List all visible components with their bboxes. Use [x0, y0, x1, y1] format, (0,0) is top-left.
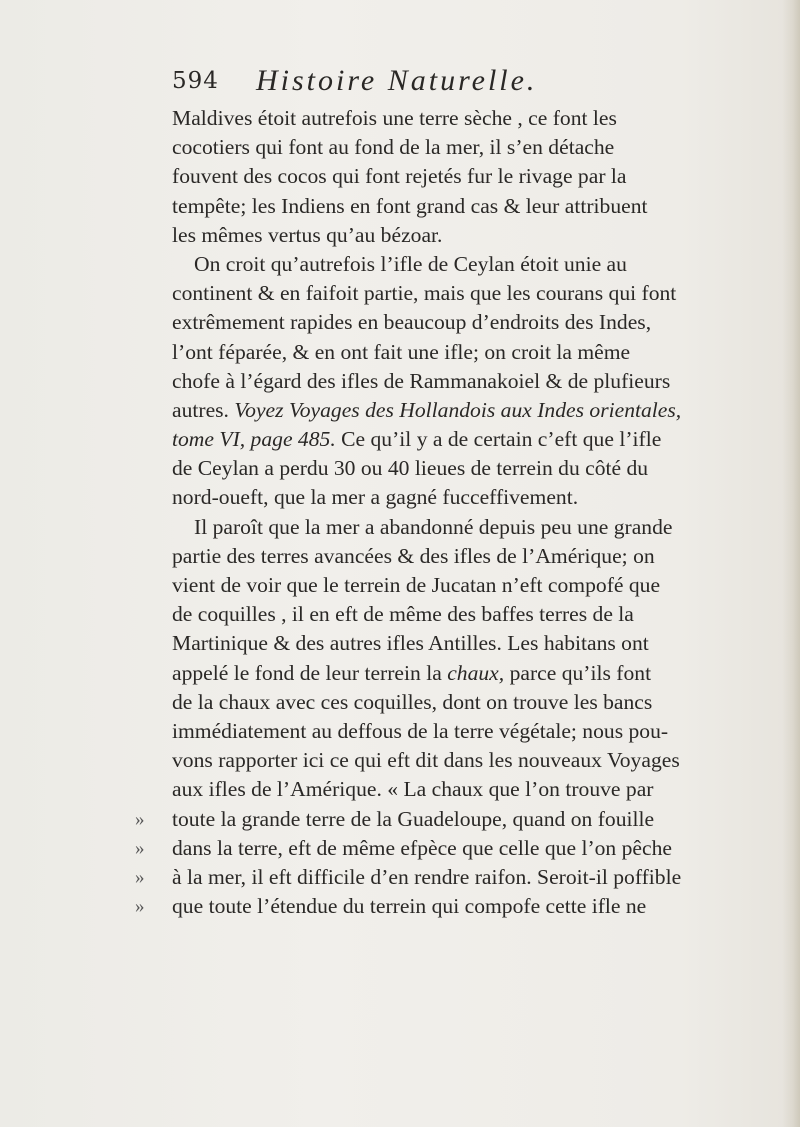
- text-line: continent & en faifoit partie, mais que les courans qui font: [172, 281, 677, 306]
- page-header: [172, 64, 612, 104]
- text-run: autres.: [172, 397, 229, 422]
- text-line: Il paroît que la mer a abandonné depuis peu une grande: [194, 514, 673, 539]
- text-run: parce qu’ils font: [509, 660, 652, 685]
- quoted-line: [135, 892, 647, 921]
- italic-reference: Voyez Voyages des Hollandois aux Indes orientales,: [234, 397, 682, 422]
- quoted-line: [135, 805, 655, 834]
- quoted-line: [135, 834, 672, 863]
- text-line: partie des terres avancées & des ifles de l’Amérique; on: [172, 543, 655, 568]
- page-edge-shadow: [782, 0, 800, 1127]
- quote-mark: »: [135, 896, 145, 918]
- text-line: extrêmement rapides en beaucoup d’endroits des Indes,: [172, 310, 652, 335]
- text-line: l’ont féparée, & en ont fait une ifle; on croit la même: [172, 339, 631, 364]
- text-line: immédiatement au deffous de la terre végétale; nous pou-: [172, 718, 669, 743]
- text-line: vient de voir que le terrein de Jucatan n’eft compofé que: [172, 573, 661, 597]
- text-run: à la mer, il eft difficile d’en rendre raifon. Seroit-il poffible: [172, 864, 682, 889]
- text-line: On croit qu’autrefois l’ifle de Ceylan étoit unie au: [194, 251, 627, 276]
- text-line: aux ifles de l’Amérique. « La chaux que l’on trouve par: [172, 777, 654, 802]
- text-line: [172, 396, 682, 425]
- body-text: [135, 104, 682, 921]
- text-line: de coquilles , il en eft de même des baffes terres de la: [172, 602, 634, 627]
- text-line: chofe à l’égard des ifles de Rammanakoiel & de plufieurs: [172, 368, 671, 393]
- page-number: 594: [172, 68, 219, 94]
- text-line: de Ceylan a perdu 30 ou 40 lieues de terrein du côté du: [172, 456, 649, 481]
- quoted-line: [135, 863, 682, 892]
- text-run: Ce qu’il y a de certain c’eft que l’ifle: [341, 427, 662, 452]
- text-line: fouvent des cocos qui font rejetés fur le rivage par la: [172, 164, 627, 189]
- quote-mark: »: [135, 808, 145, 830]
- running-title: Histoire Naturelle.: [256, 64, 538, 97]
- text-run: toute la grande terre de la Guadeloupe, quand on fouille: [172, 806, 655, 831]
- italic-reference: tome VI, page 485.: [172, 427, 336, 452]
- text-line: Maldives étoit autrefois une terre sèche , ce font les: [172, 106, 617, 130]
- text-line: [172, 425, 662, 454]
- text-line: les mêmes vertus qu’au bézoar.: [172, 222, 443, 247]
- text-line: cocotiers qui font au fond de la mer, il s’en détache: [172, 135, 615, 160]
- quote-mark: »: [135, 866, 145, 888]
- text-run: appelé le fond de leur terrein la: [172, 660, 442, 685]
- quote-mark: »: [135, 837, 145, 859]
- text-run: dans la terre, eft de même efpèce que celle que l’on pêche: [172, 835, 672, 860]
- text-line: tempête; les Indiens en font grand cas & leur attribuent: [172, 193, 648, 218]
- text-run: que toute l’étendue du terrein qui compofe cette ifle ne: [172, 894, 647, 919]
- text-line: [172, 659, 652, 688]
- text-line: Martinique & des autres ifles Antilles. Les habitans ont: [172, 631, 649, 656]
- text-line: nord-oueft, que la mer a gagné fucceffivement.: [172, 485, 579, 510]
- text-line: vons rapporter ici ce qui eft dit dans les nouveaux Voyages: [172, 748, 680, 773]
- text-line: de la chaux avec ces coquilles, dont on trouve les bancs: [172, 689, 653, 714]
- italic-word: chaux,: [447, 660, 505, 685]
